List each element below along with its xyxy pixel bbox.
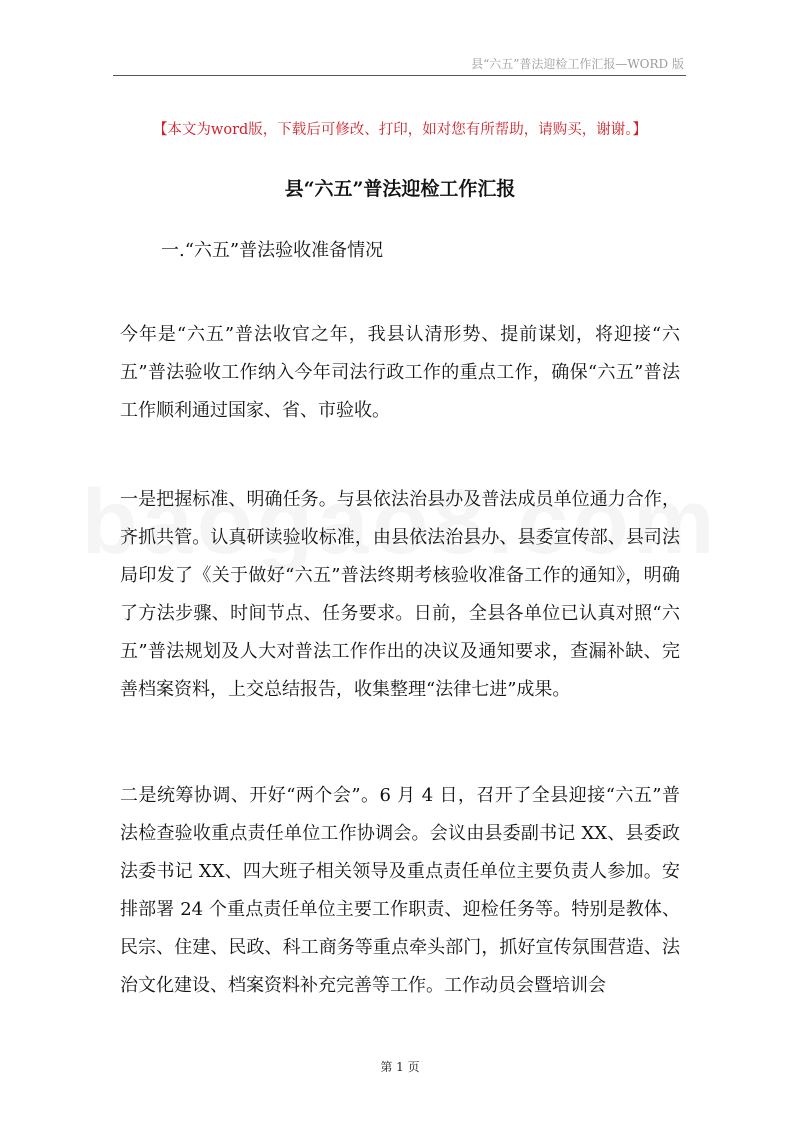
document-title: 县“六五”普法迎检工作汇报	[284, 178, 516, 200]
section-heading: 一.“六五”普法验收准备情况	[161, 240, 384, 261]
running-header: 县“六五”普法迎检工作汇报—WORD 版	[471, 57, 684, 71]
paragraph-2: 一是把握标准、明确任务。与县依法治县办及普法成员单位通力合作，齐抓共管。认真研读验收标准，由县依法治县办、县委宣传部、县司法局印发了《关于做好“六五”普法终期考核验收准备工作的通知》，明确了方法步骤、时间节点、任务要求。日前，全县各单位已认真对照“六五”普法规划及人大对普法工作作出的决议及通知要求，查漏补缺、完善档案资料，上交总结报告，收集整理“法律七进”成果。	[120, 489, 680, 700]
paragraph-1: 今年是“六五”普法收官之年，我县认清形势、提前谋划，将迎接“六五”普法验收工作纳入今年司法行政工作的重点工作，确保“六五”普法工作顺利通过国家、省、市验收。	[120, 324, 680, 421]
header-divider	[113, 75, 686, 76]
page-number: 第 1 页	[380, 1060, 420, 1074]
paragraph-3: 二是统筹协调、开好“两个会”。6 月 4 日，召开了全县迎接“六五”普法检查验收重点责任单位工作协调会。会议由县委副书记 XX、县委政法委书记 XX、四大班子相关领导及重点责任单位主要负责人参加。安排部署 24 个重点责任单位主要工作职责、迎检任务等。特别是教体、民宗、住建、民政、科工商务等重点牵头部门，抓好宣传氛围营造、法治文化建设、档案资料补充完善等工作。工作动员会暨培训会	[120, 785, 680, 996]
download-notice: 【本文为word版，下载后可修改、打印，如对您有所帮助，请购买，谢谢。】	[152, 122, 648, 138]
